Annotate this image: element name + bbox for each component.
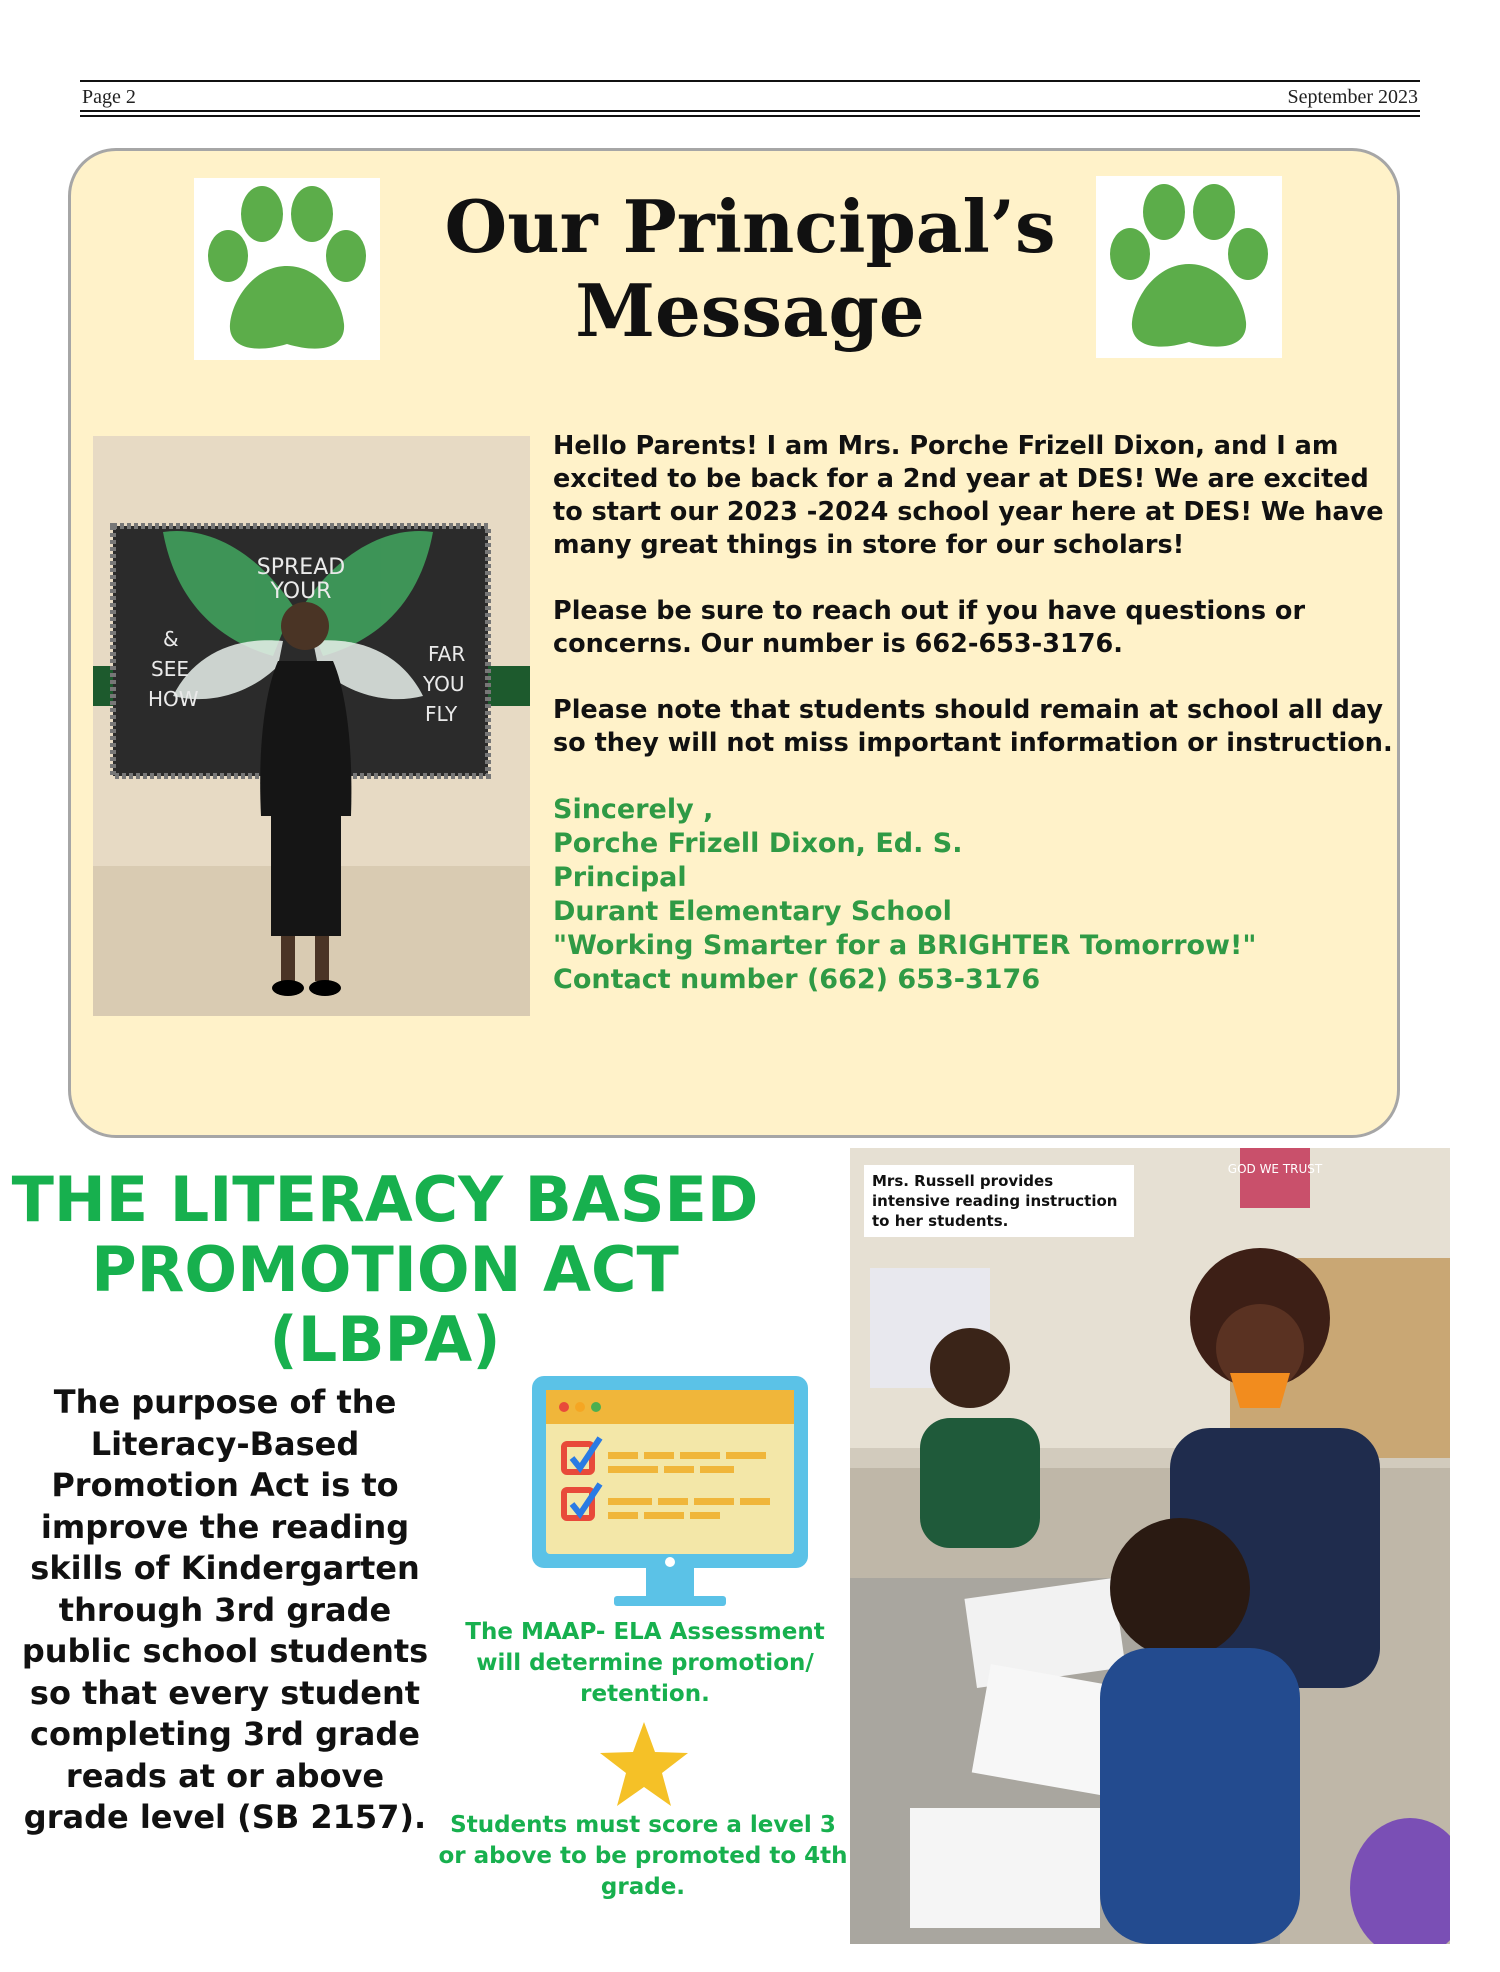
header-bottom-rule-2 [80, 115, 1420, 117]
title-line-1: Our Principal’s [444, 184, 1056, 269]
poster-text: GOD WE TRUST [1227, 1162, 1323, 1176]
signature-motto: "Working Smarter for a BRIGHTER Tomorrow!" [553, 930, 1257, 961]
board-text-you: YOU [423, 672, 465, 696]
lbpa-purpose: The purpose of the Literacy-Based Promotion Act is to improve the reading skills of Kindergarten through 3rd grade public school students so that every student completing 3rd grade reads at or above grade level (SB 2157). [21, 1383, 429, 1836]
photo-caption: Mrs. Russell provides intensive reading instruction to her students. [864, 1165, 1134, 1237]
message-paragraph-2: Please be sure to reach out if you have questions or concerns. Our number is 662-653-3176. [553, 596, 1306, 659]
board-text-fly: FLY [425, 702, 458, 726]
lbpa-title-line-2: PROMOTION ACT [91, 1233, 679, 1306]
issue-date: September 2023 [1287, 86, 1418, 108]
paw-card-left [194, 178, 380, 360]
star-icon [596, 1718, 692, 1810]
principal-message-title [400, 185, 1100, 353]
paw-print-icon [1096, 176, 1282, 358]
signature-name: Porche Frizell Dixon, Ed. S. [553, 828, 963, 859]
classroom-photo [850, 1148, 1450, 1944]
assessment-note: The MAAP- ELA Assessment will determine promotion/ retention. [465, 1619, 825, 1707]
classroom-photo-illustration [850, 1148, 1450, 1944]
signature-closing: Sincerely , [553, 794, 714, 825]
principal-photo-illustration [93, 436, 530, 1016]
lbpa-title-line-3: (LBPA) [269, 1303, 501, 1376]
paw-print-icon [194, 178, 380, 360]
signature-role: Principal [553, 862, 687, 893]
lbpa-title [0, 1165, 770, 1375]
score-note: Students must score a level 3 or above to be promoted to 4th grade. [438, 1812, 848, 1900]
header-bottom-rule [80, 110, 1420, 112]
assessment-monitor-icon [528, 1372, 812, 1610]
paw-card-right [1096, 176, 1282, 358]
board-text-your: YOUR [270, 579, 332, 604]
board-text-how: HOW [148, 687, 199, 711]
page-number: Page 2 [82, 86, 136, 108]
principal-message-body [553, 430, 1393, 997]
board-text-see: SEE [151, 657, 189, 681]
board-text-and: & [163, 627, 179, 651]
title-line-2: Message [575, 268, 925, 353]
board-text-spread: SPREAD [256, 555, 346, 580]
principal-photo [93, 436, 530, 1016]
signature-school: Durant Elementary School [553, 896, 952, 927]
message-paragraph-3: Please note that students should remain at school all day so they will not miss important information or instruction. [553, 695, 1393, 758]
lbpa-title-line-1: THE LITERACY BASED [11, 1163, 759, 1236]
signature-contact: Contact number (662) 653-3176 [553, 964, 1041, 995]
board-text-far: FAR [428, 642, 466, 666]
message-paragraph-1: Hello Parents! I am Mrs. Porche Frizell Dixon, and I am excited to be back for a 2nd year at DES! We are excited to start our 2023 -2024 school year here at DES! We have many great things in store for our scholars! [553, 431, 1384, 560]
header-top-rule [80, 80, 1420, 82]
